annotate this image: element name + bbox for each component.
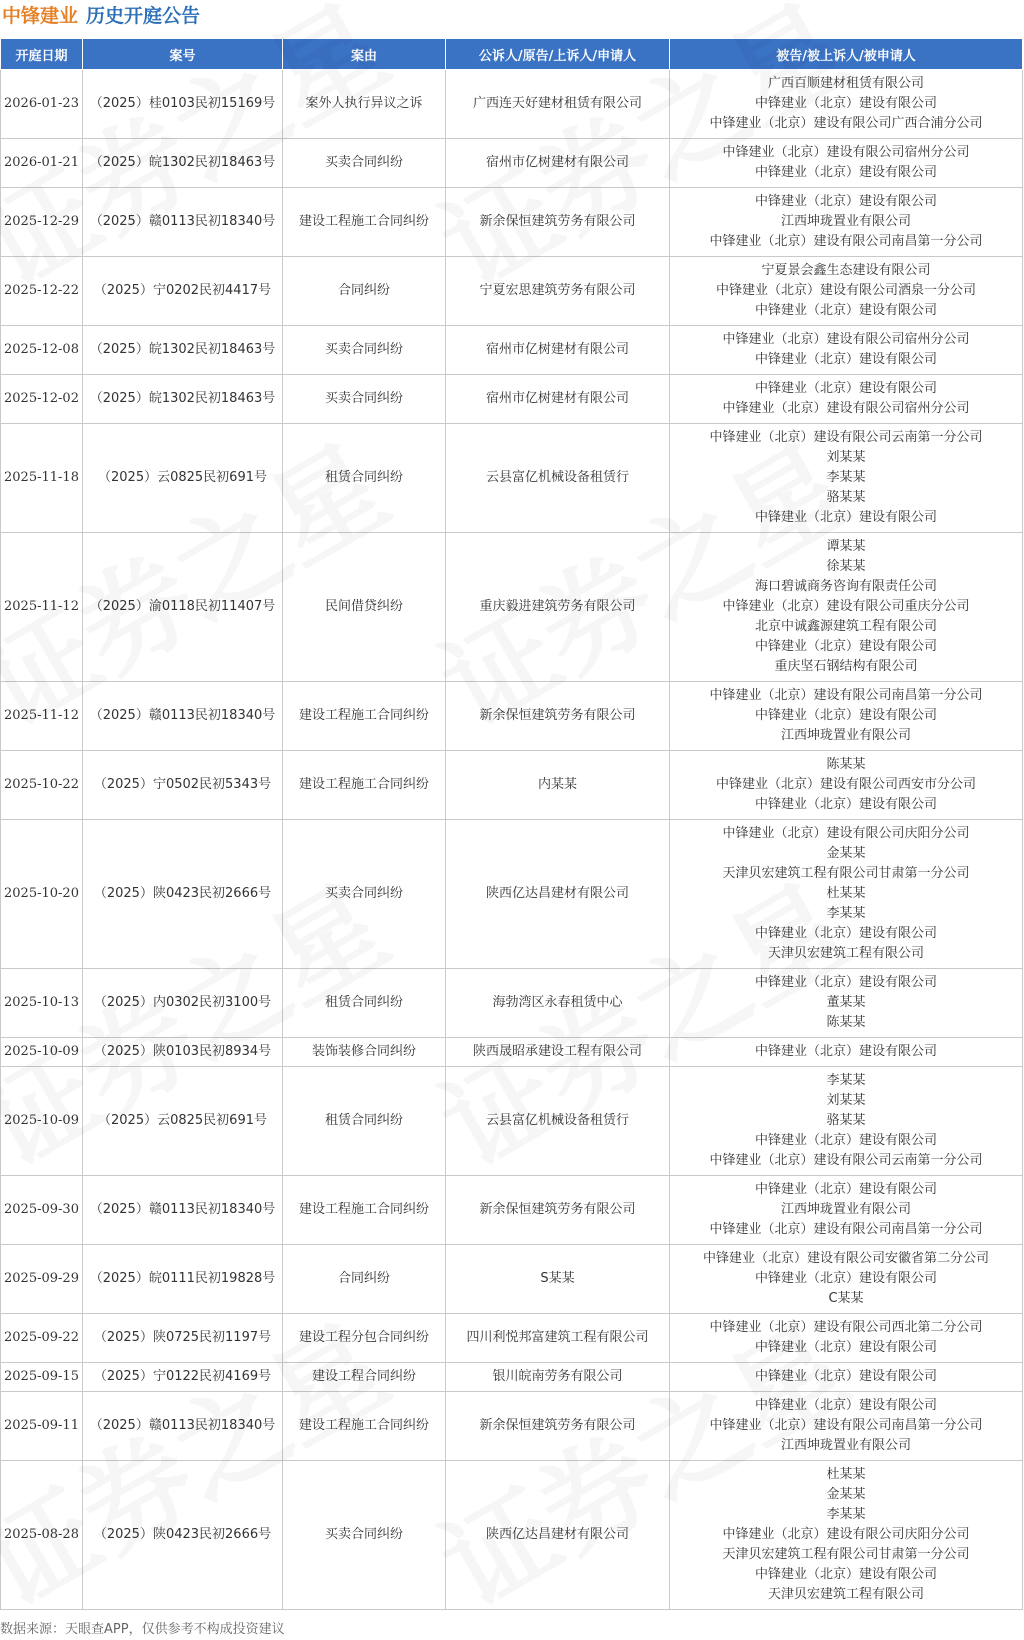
defendant-name: 骆某某	[826, 1113, 866, 1128]
table-row	[1, 1038, 1023, 1067]
defendant-name: 中锋建业（北京）建设有限公司	[754, 510, 937, 525]
plaintiff: 宿州市亿树建材有限公司	[446, 326, 670, 375]
column-header-case-no: 案号	[83, 39, 283, 70]
case-cause: 合同纠纷	[283, 1245, 446, 1314]
defendant-name: 中锋建业（北京）建设有限公司	[754, 1340, 937, 1355]
case-cause: 建设工程合同纠纷	[283, 1363, 446, 1392]
case-number: （2025）云0825民初691号	[83, 424, 283, 533]
table-row	[1, 1363, 1023, 1392]
defendants-cell	[670, 326, 1023, 375]
defendant-name: 中锋建业（北京）建设有限公司南昌第一分公司	[709, 234, 983, 249]
case-number: （2025）皖1302民初18463号	[83, 375, 283, 424]
defendant-name: 中锋建业（北京）建设有限公司西北第二分公司	[709, 1320, 983, 1335]
case-number: （2025）赣0113民初18340号	[83, 1176, 283, 1245]
defendants-cell	[670, 682, 1023, 751]
table-row	[1, 1176, 1023, 1245]
case-cause: 装饰装修合同纠纷	[283, 1038, 446, 1067]
page-title	[2, 2, 200, 30]
case-number: （2025）赣0113民初18340号	[83, 1392, 283, 1461]
case-number: （2025）皖1302民初18463号	[83, 139, 283, 188]
table-row	[1, 188, 1023, 257]
case-cause: 建设工程施工合同纠纷	[283, 188, 446, 257]
defendant-name: 中锋建业（北京）建设有限公司云南第一分公司	[709, 1153, 983, 1168]
column-header-cause: 案由	[283, 39, 446, 70]
defendant-name: 中锋建业（北京）建设有限公司南昌第一分公司	[709, 1222, 983, 1237]
defendant-name: 江西坤珑置业有限公司	[780, 214, 911, 229]
case-number: （2025）皖1302民初18463号	[83, 326, 283, 375]
defendant-name: 刘某某	[826, 450, 866, 465]
hearing-date: 2025-10-13	[1, 969, 83, 1038]
case-cause: 建设工程施工合同纠纷	[283, 1392, 446, 1461]
defendant-name: 中锋建业（北京）建设有限公司	[754, 1133, 937, 1148]
defendants-cell	[670, 1245, 1023, 1314]
company-name: 中锋建业	[2, 5, 79, 27]
defendant-name: 中锋建业（北京）建设有限公司宿州分公司	[722, 332, 970, 347]
defendants-cell	[670, 188, 1023, 257]
defendants-cell	[670, 257, 1023, 326]
table-row	[1, 1067, 1023, 1176]
plaintiff: S某某	[446, 1245, 670, 1314]
hearing-date: 2025-09-30	[1, 1176, 83, 1245]
defendant-name: 中锋建业（北京）建设有限公司重庆分公司	[722, 599, 970, 614]
case-number: （2025）赣0113民初18340号	[83, 682, 283, 751]
hearing-date: 2025-11-18	[1, 424, 83, 533]
defendant-name: 金某某	[826, 1487, 866, 1502]
defendants-cell	[670, 969, 1023, 1038]
defendant-name: 骆某某	[826, 490, 866, 505]
table-row	[1, 1245, 1023, 1314]
table-row	[1, 139, 1023, 188]
defendant-name: 中锋建业（北京）建设有限公司	[754, 165, 937, 180]
defendant-name: 中锋建业（北京）建设有限公司西安市分公司	[715, 777, 976, 792]
defendants-cell	[670, 533, 1023, 682]
defendants-cell	[670, 1461, 1023, 1610]
defendant-name: 中锋建业（北京）建设有限公司庆阳分公司	[722, 826, 970, 841]
defendant-name: 陈某某	[826, 757, 866, 772]
plaintiff: 新余保恒建筑劳务有限公司	[446, 188, 670, 257]
defendant-name: 中锋建业（北京）建设有限公司	[754, 1567, 937, 1582]
case-number: （2025）内0302民初3100号	[83, 969, 283, 1038]
defendant-name: 中锋建业（北京）建设有限公司宿州分公司	[722, 401, 970, 416]
hearing-date: 2026-01-23	[1, 70, 83, 139]
column-header-date: 开庭日期	[1, 39, 83, 70]
defendant-name: 中锋建业（北京）建设有限公司	[754, 352, 937, 367]
plaintiff: 宁夏宏思建筑劳务有限公司	[446, 257, 670, 326]
defendants-cell	[670, 820, 1023, 969]
column-header-defendant: 被告/被上诉人/被申请人	[670, 39, 1023, 70]
defendant-name: 中锋建业（北京）建设有限公司广西合浦分公司	[709, 116, 983, 131]
data-source-footer: 数据来源：天眼查APP，仅供参考不构成投资建议	[0, 1622, 285, 1637]
plaintiff: 内某某	[446, 751, 670, 820]
plaintiff: 宿州市亿树建材有限公司	[446, 139, 670, 188]
defendant-name: 李某某	[826, 906, 866, 921]
defendant-name: C某某	[828, 1291, 864, 1306]
defendant-name: 江西坤珑置业有限公司	[780, 1202, 911, 1217]
table-body	[1, 70, 1023, 1610]
table-row	[1, 257, 1023, 326]
defendant-name: 董某某	[826, 995, 866, 1010]
plaintiff: 陕西亿达昌建材有限公司	[446, 820, 670, 969]
defendant-name: 中锋建业（北京）建设有限公司	[754, 1398, 937, 1413]
defendants-cell	[670, 1038, 1023, 1067]
table-row	[1, 375, 1023, 424]
defendant-name: 中锋建业（北京）建设有限公司	[754, 797, 937, 812]
defendant-name: 李某某	[826, 1507, 866, 1522]
hearing-date: 2025-12-08	[1, 326, 83, 375]
defendant-name: 中锋建业（北京）建设有限公司	[754, 1182, 937, 1197]
defendant-name: 江西坤珑置业有限公司	[780, 1438, 911, 1453]
case-cause: 案外人执行异议之诉	[283, 70, 446, 139]
defendant-name: 金某某	[826, 846, 866, 861]
defendant-name: 海口碧诚商务咨询有限责任公司	[754, 579, 937, 594]
case-number: （2025）皖0111民初19828号	[83, 1245, 283, 1314]
case-cause: 租赁合同纠纷	[283, 969, 446, 1038]
case-number: （2025）桂0103民初15169号	[83, 70, 283, 139]
defendant-name: 中锋建业（北京）建设有限公司	[754, 1369, 937, 1384]
hearing-date: 2025-10-22	[1, 751, 83, 820]
defendant-name: 中锋建业（北京）建设有限公司	[754, 708, 937, 723]
defendant-name: 杜某某	[826, 886, 866, 901]
case-cause: 民间借贷纠纷	[283, 533, 446, 682]
case-number: （2025）云0825民初691号	[83, 1067, 283, 1176]
plaintiff: 重庆毅进建筑劳务有限公司	[446, 533, 670, 682]
defendant-name: 重庆坚石钢结构有限公司	[774, 659, 918, 674]
hearing-date: 2025-08-28	[1, 1461, 83, 1610]
table-row	[1, 1461, 1023, 1610]
defendant-name: 陈某某	[826, 1015, 866, 1030]
table-row	[1, 326, 1023, 375]
defendant-name: 李某某	[826, 470, 866, 485]
plaintiff: 广西连天好建材租赁有限公司	[446, 70, 670, 139]
case-number: （2025）陕0423民初2666号	[83, 1461, 283, 1610]
defendant-name: 中锋建业（北京）建设有限公司	[754, 1271, 937, 1286]
hearing-date: 2025-09-11	[1, 1392, 83, 1461]
defendants-cell	[670, 424, 1023, 533]
case-number: （2025）渝0118民初11407号	[83, 533, 283, 682]
defendant-name: 谭某某	[826, 539, 866, 554]
hearing-date: 2025-11-12	[1, 533, 83, 682]
table-row	[1, 751, 1023, 820]
defendant-name: 中锋建业（北京）建设有限公司	[754, 96, 937, 111]
case-cause: 买卖合同纠纷	[283, 139, 446, 188]
table-row	[1, 969, 1023, 1038]
table-row	[1, 533, 1023, 682]
defendant-name: 天津贝宏建筑工程有限公司	[767, 1587, 924, 1602]
defendant-name: 中锋建业（北京）建设有限公司南昌第一分公司	[709, 1418, 983, 1433]
table-row	[1, 1314, 1023, 1363]
defendant-name: 刘某某	[826, 1093, 866, 1108]
defendants-cell	[670, 1067, 1023, 1176]
defendant-name: 徐某某	[826, 559, 866, 574]
case-number: （2025）赣0113民初18340号	[83, 188, 283, 257]
defendants-cell	[670, 375, 1023, 424]
defendant-name: 广西百顺建材租赁有限公司	[767, 76, 924, 91]
hearing-date: 2025-10-09	[1, 1067, 83, 1176]
defendant-name: 中锋建业（北京）建设有限公司安徽省第二分公司	[702, 1251, 989, 1266]
case-cause: 建设工程施工合同纠纷	[283, 751, 446, 820]
defendants-cell	[670, 1314, 1023, 1363]
hearing-date: 2025-10-09	[1, 1038, 83, 1067]
defendant-name: 李某某	[826, 1073, 866, 1088]
case-cause: 建设工程分包合同纠纷	[283, 1314, 446, 1363]
defendant-name: 天津贝宏建筑工程有限公司甘肃第一分公司	[722, 1547, 970, 1562]
plaintiff: 宿州市亿树建材有限公司	[446, 375, 670, 424]
table-row	[1, 820, 1023, 969]
defendant-name: 杜某某	[826, 1467, 866, 1482]
court-hearings-table	[0, 38, 1023, 1610]
plaintiff: 陕西亿达昌建材有限公司	[446, 1461, 670, 1610]
defendant-name: 中锋建业（北京）建设有限公司	[754, 194, 937, 209]
defendant-name: 中锋建业（北京）建设有限公司南昌第一分公司	[709, 688, 983, 703]
case-cause: 建设工程施工合同纠纷	[283, 682, 446, 751]
defendant-name: 江西坤珑置业有限公司	[780, 728, 911, 743]
case-cause: 租赁合同纠纷	[283, 424, 446, 533]
case-number: （2025）宁0502民初5343号	[83, 751, 283, 820]
defendant-name: 中锋建业（北京）建设有限公司	[754, 303, 937, 318]
case-cause: 买卖合同纠纷	[283, 1461, 446, 1610]
plaintiff: 新余保恒建筑劳务有限公司	[446, 1392, 670, 1461]
defendants-cell	[670, 70, 1023, 139]
defendant-name: 中锋建业（北京）建设有限公司	[754, 381, 937, 396]
plaintiff: 新余保恒建筑劳务有限公司	[446, 1176, 670, 1245]
page-subtitle: 历史开庭公告	[86, 5, 201, 27]
defendants-cell	[670, 1176, 1023, 1245]
hearing-date: 2025-10-20	[1, 820, 83, 969]
hearing-date: 2025-09-22	[1, 1314, 83, 1363]
table-row	[1, 1392, 1023, 1461]
plaintiff: 新余保恒建筑劳务有限公司	[446, 682, 670, 751]
plaintiff: 云县富亿机械设备租赁行	[446, 1067, 670, 1176]
plaintiff: 四川利悦邦富建筑工程有限公司	[446, 1314, 670, 1363]
hearing-date: 2025-12-02	[1, 375, 83, 424]
table-row	[1, 424, 1023, 533]
case-number: （2025）陕0725民初1197号	[83, 1314, 283, 1363]
case-cause: 买卖合同纠纷	[283, 326, 446, 375]
table-header-row	[1, 39, 1023, 70]
defendant-name: 中锋建业（北京）建设有限公司	[754, 1044, 937, 1059]
defendant-name: 中锋建业（北京）建设有限公司酒泉一分公司	[715, 283, 976, 298]
defendant-name: 中锋建业（北京）建设有限公司	[754, 639, 937, 654]
defendant-name: 中锋建业（北京）建设有限公司庆阳分公司	[722, 1527, 970, 1542]
case-number: （2025）宁0202民初4417号	[83, 257, 283, 326]
hearing-date: 2025-09-29	[1, 1245, 83, 1314]
defendant-name: 中锋建业（北京）建设有限公司云南第一分公司	[709, 430, 983, 445]
defendant-name: 中锋建业（北京）建设有限公司	[754, 926, 937, 941]
case-number: （2025）陕0103民初8934号	[83, 1038, 283, 1067]
table-row	[1, 682, 1023, 751]
case-cause: 买卖合同纠纷	[283, 375, 446, 424]
defendant-name: 天津贝宏建筑工程有限公司	[767, 946, 924, 961]
case-cause: 建设工程施工合同纠纷	[283, 1176, 446, 1245]
plaintiff: 陕西晟昭承建设工程有限公司	[446, 1038, 670, 1067]
defendant-name: 宁夏景会鑫生态建设有限公司	[761, 263, 931, 278]
column-header-plaintiff: 公诉人/原告/上诉人/申请人	[446, 39, 670, 70]
case-cause: 租赁合同纠纷	[283, 1067, 446, 1176]
defendant-name: 北京中诚鑫源建筑工程有限公司	[754, 619, 937, 634]
defendant-name: 中锋建业（北京）建设有限公司宿州分公司	[722, 145, 970, 160]
defendants-cell	[670, 1392, 1023, 1461]
case-cause: 买卖合同纠纷	[283, 820, 446, 969]
defendant-name: 中锋建业（北京）建设有限公司	[754, 975, 937, 990]
defendants-cell	[670, 139, 1023, 188]
plaintiff: 海勃湾区永春租赁中心	[446, 969, 670, 1038]
hearing-date: 2025-11-12	[1, 682, 83, 751]
defendant-name: 天津贝宏建筑工程有限公司甘肃第一分公司	[722, 866, 970, 881]
hearing-date: 2025-09-15	[1, 1363, 83, 1392]
case-number: （2025）陕0423民初2666号	[83, 820, 283, 969]
table-row	[1, 70, 1023, 139]
case-cause: 合同纠纷	[283, 257, 446, 326]
plaintiff: 银川皖南劳务有限公司	[446, 1363, 670, 1392]
case-number: （2025）宁0122民初4169号	[83, 1363, 283, 1392]
hearing-date: 2025-12-22	[1, 257, 83, 326]
defendants-cell	[670, 1363, 1023, 1392]
plaintiff: 云县富亿机械设备租赁行	[446, 424, 670, 533]
hearing-date: 2025-12-29	[1, 188, 83, 257]
defendants-cell	[670, 751, 1023, 820]
hearing-date: 2026-01-21	[1, 139, 83, 188]
